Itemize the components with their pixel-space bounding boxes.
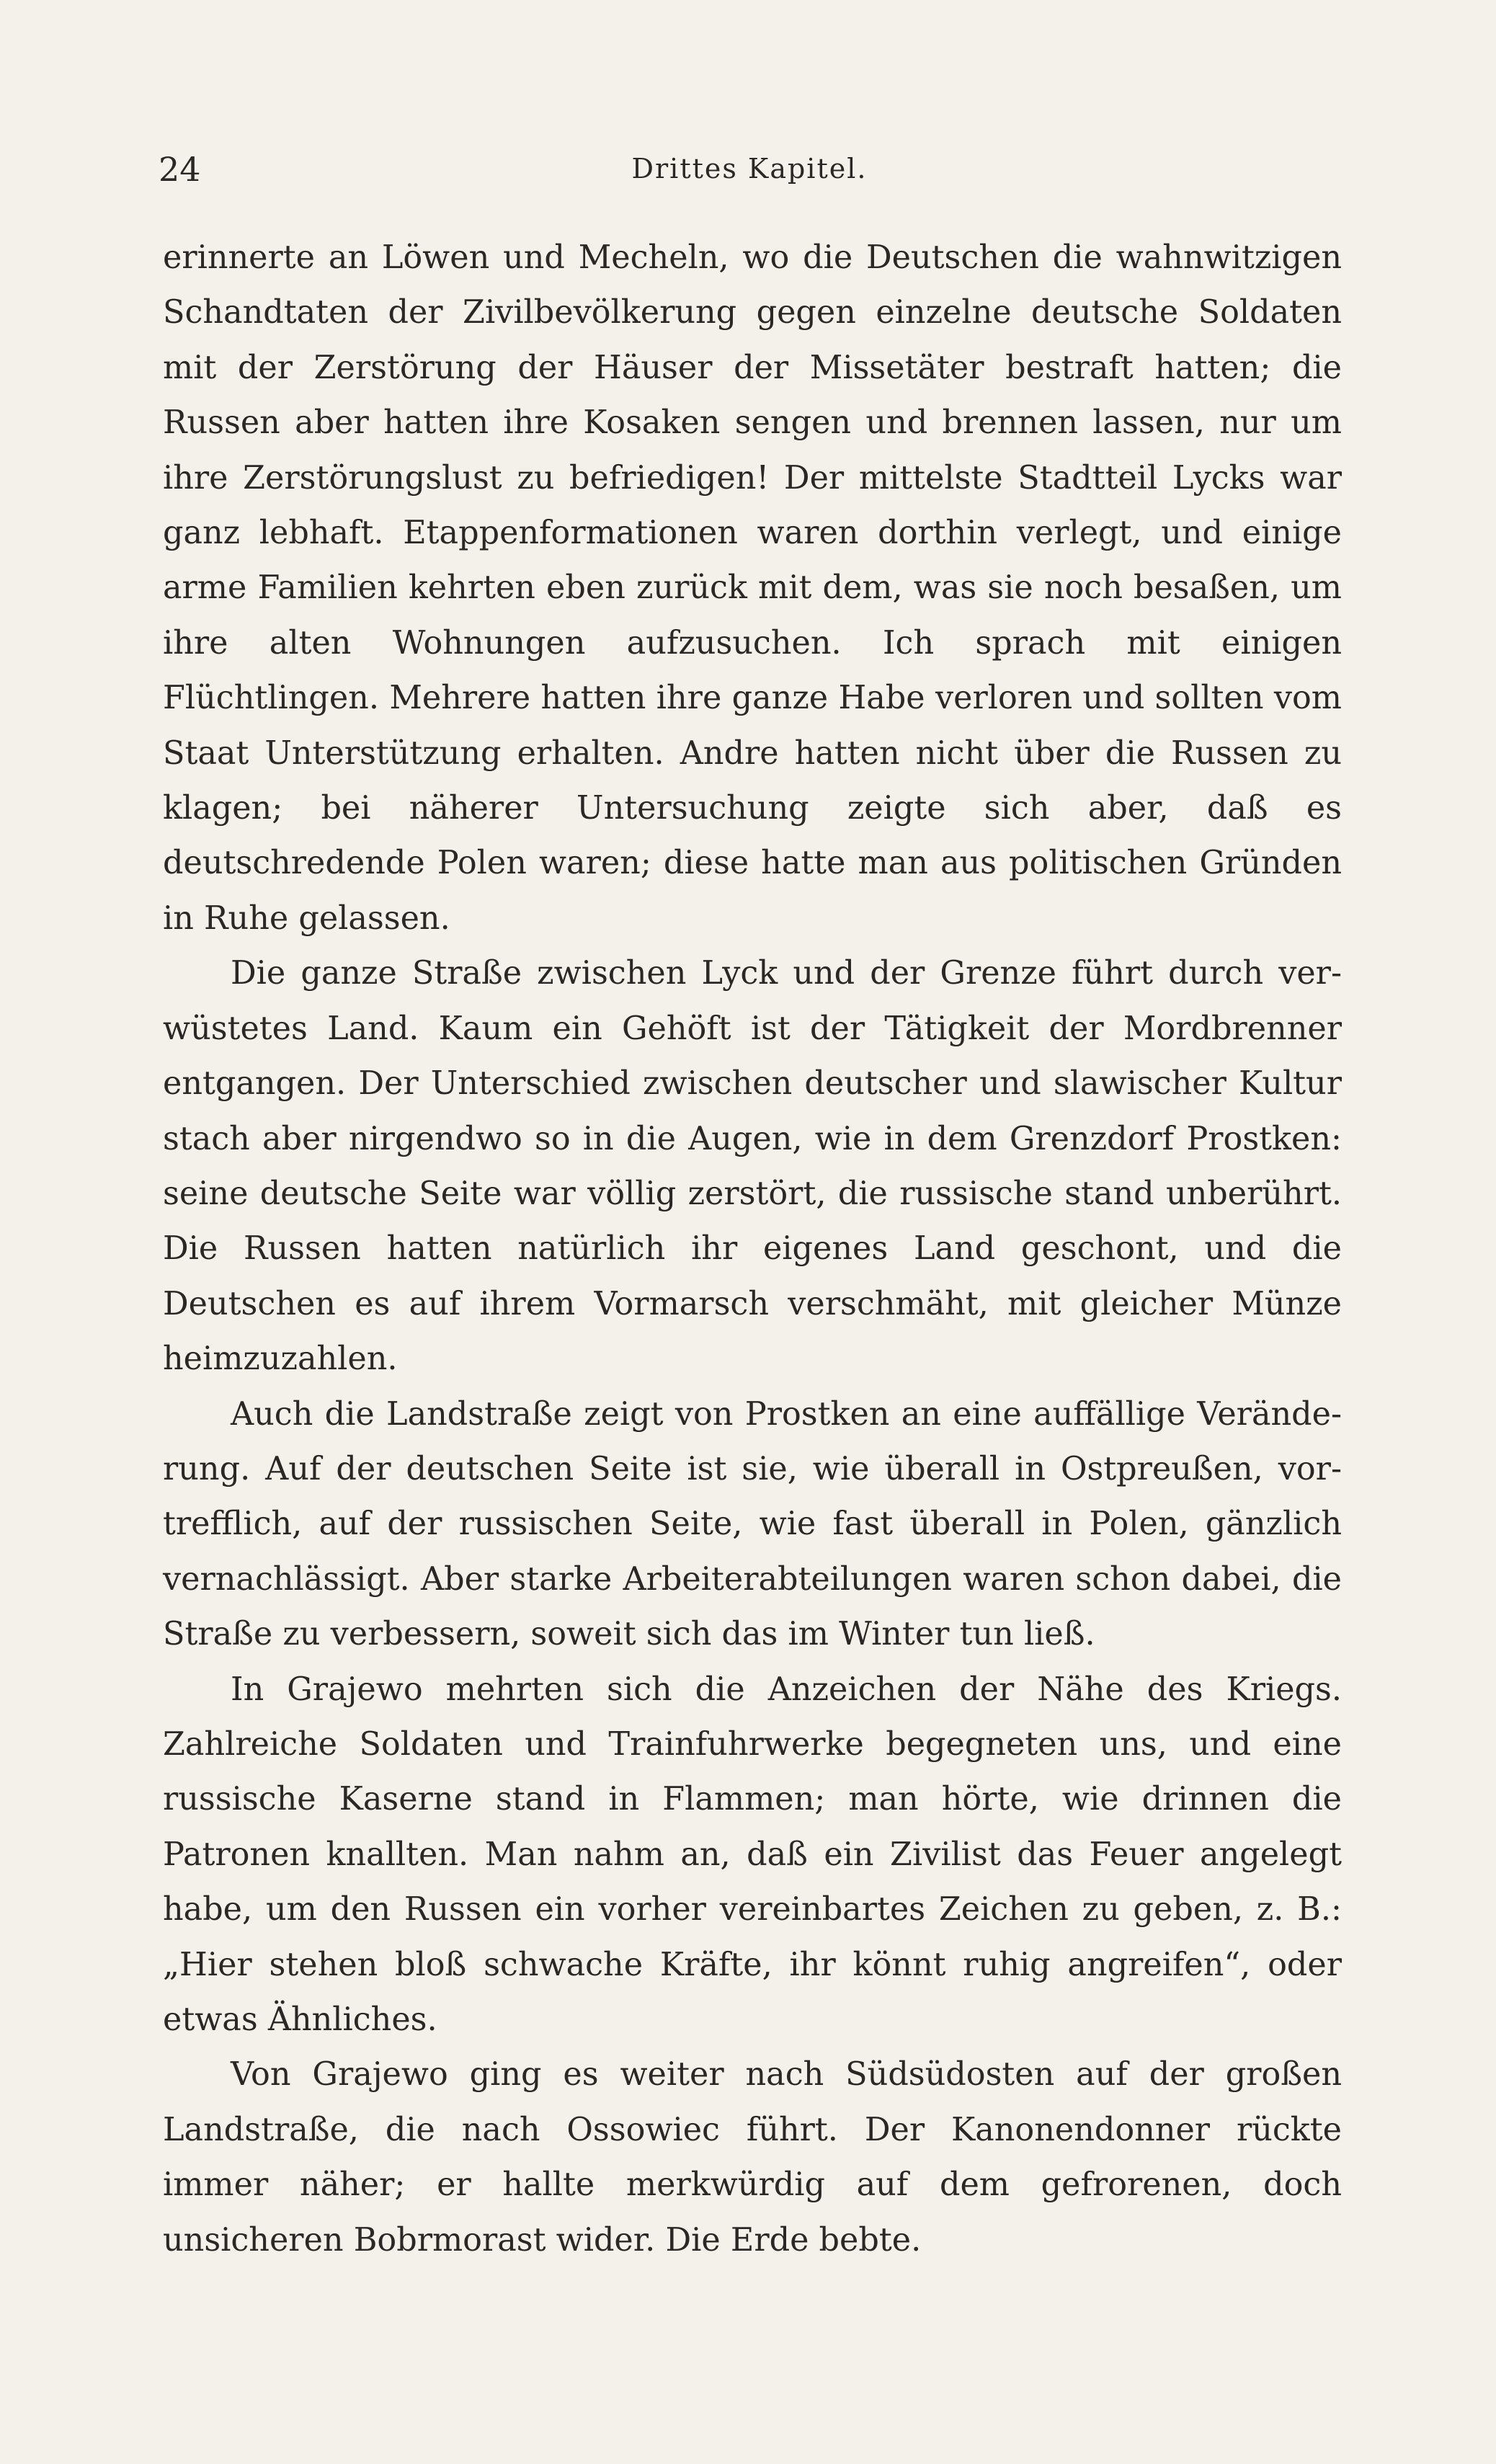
- paragraph-2: Die ganze Straße zwischen Lyck und der Grenze führt durch verwüstetes Land. Kaum ein Gehöft ist der Tätigkeit der Mordbrenner entgangen. Der Unterschied zwischen deutscher und slawischer Kultur stach aber nirgendwo so in die Augen, wie in dem Grenzdorf Prostken: seine deutsche Seite war völlig zerstört, die russische stand unberührt. Die Russen hatten natürlich ihr eigenes Land geschont, und die Deutschen es auf ihrem Vormarsch verschmäht, mit gleicher Münze heimzuzahlen.: [163, 955, 1342, 1378]
- chapter-title: Drittes Kapitel.: [631, 153, 868, 184]
- page-number: 24: [159, 150, 201, 189]
- running-head: [159, 150, 1340, 193]
- paragraph-3: Auch die Landstraße zeigt von Prostken an eine auffällige Veränderung. Auf der deutschen Seite ist sie, wie überall in Ostpreußen, vortrefflich, auf der russischen Seite, wie fast überall in Polen, gänzlich vernachlässigt. Aber starke Arbeiterabteilungen waren schon dabei, die Straße zu verbessern, soweit sich das im Winter tun ließ.: [163, 1395, 1342, 1653]
- body-text: [163, 231, 1342, 2268]
- paragraph-1: erinnerte an Löwen und Mecheln, wo die Deutschen die wahnwitzigen Schandtaten der Zivilbevölkerung gegen einzelne deutsche Soldaten mit der Zerstörung der Häuser der Missetäter bestraft hatten; die Russen aber hatten ihre Kosaken sengen und brennen lassen, nur um ihre Zerstörungslust zu befriedigen! Der mittelste Stadtteil Lycks war ganz lebhaft. Etappenformationen waren dorthin verlegt, und einige arme Familien kehrten eben zurück mit dem, was sie noch besaßen, um ihre alten Wohnungen aufzusuchen. Ich sprach mit einigen Flüchtlingen. Mehrere hatten ihre ganze Habe verloren und sollten vom Staat Unterstützung erhalten. Andre hatten nicht über die Russen zu klagen; bei näherer Untersuchung zeigte sich aber, daß es deutschredende Polen waren; diese hatte man aus politischen Gründen in Ruhe gelassen.: [163, 239, 1342, 937]
- paragraph-5: Von Grajewo ging es weiter nach Südsüdosten auf der großen Landstraße, die nach Ossowiec führt. Der Kanonendonner rückte immer näher; er hallte merkwürdig auf dem gefrorenen, doch unsicheren Bobrmorast wider. Die Erde bebte.: [163, 2056, 1342, 2259]
- paragraph-4: In Grajewo mehrten sich die Anzeichen der Nähe des Kriegs. Zahlreiche Soldaten und Trainfuhrwerke begegneten uns, und eine russische Kaserne stand in Flammen; man hörte, wie drinnen die Patronen knallten. Man nahm an, daß ein Zivilist das Feuer angelegt habe, um den Russen ein vorher vereinbartes Zeichen zu geben, z. B.: „Hier stehen bloß schwache Kräfte, ihr könnt ruhig angreifen“, oder etwas Ähnliches.: [163, 1671, 1342, 2038]
